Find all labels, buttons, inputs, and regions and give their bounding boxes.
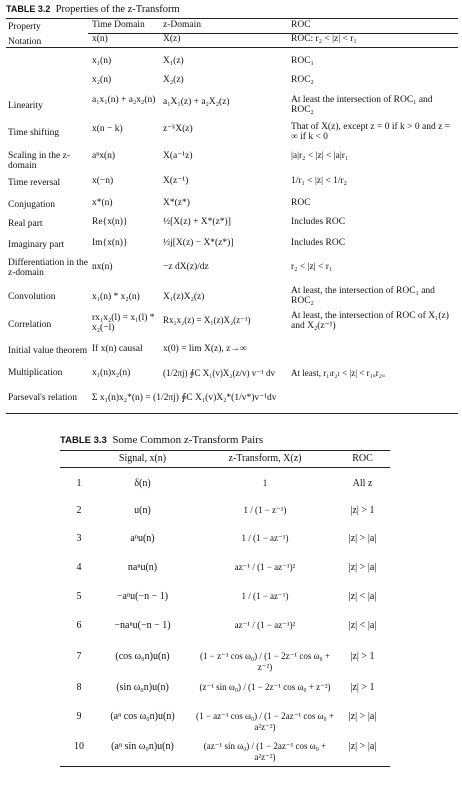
table-row	[60, 676, 390, 700]
time-conjugation: x*(n)	[92, 198, 113, 208]
z-transform-cell: (1 − z⁻¹ cos ω₀) / (1 − 2z⁻¹ cos ω₀ + z⁻²)	[200, 651, 330, 672]
prop-convolution: Convolution	[8, 292, 56, 302]
time-scaling: aⁿx(n)	[92, 151, 116, 161]
signal-cell: δ(n)	[134, 478, 151, 489]
row-number: 2	[76, 505, 82, 516]
signal-cell: (aⁿ sin ω₀n)u(n)	[111, 741, 174, 752]
roc-imaginary-part: Includes ROC	[291, 238, 346, 248]
z-transform-cell: az⁻¹ / (1 − az⁻¹)²	[234, 620, 296, 630]
table-row	[60, 585, 390, 609]
table-3-2-caption	[6, 4, 180, 15]
z-initial-value: x(0) = lim X(z), z→∞	[163, 344, 247, 354]
time-linearity: a₁x₁(n) + a₂x₂(n)	[92, 95, 156, 105]
row-number: 7	[76, 651, 82, 662]
roc-linearity: At least the intersection of ROC₁ and ROC₂	[291, 95, 433, 115]
header-sub-rule	[88, 33, 458, 34]
signal-cell: (aⁿ cos ω₀n)u(n)	[110, 711, 175, 722]
signal-cell: −aⁿu(−n − 1)	[116, 591, 169, 602]
signal-cell: u(n)	[134, 505, 151, 516]
z-multiplication: (1/2πj) ∮C X₁(v)X₂(z/v) v⁻¹ dv	[163, 368, 275, 378]
time-initial-value: If x(n) causal	[92, 344, 143, 354]
roc-time-shifting: That of X(z), except z = 0 if k > 0 and z = ∞ if k < 0	[291, 122, 451, 142]
table-row	[60, 499, 390, 523]
table-label: TABLE 3.2	[6, 4, 51, 14]
prop-scaling: Scaling in the z-domain	[8, 151, 70, 171]
roc-cell: |z| > |a|	[348, 711, 377, 722]
roc-cell: |z| > 1	[350, 651, 375, 662]
table-row	[60, 556, 390, 580]
row-number: 6	[76, 620, 82, 631]
z-x1: X₁(z)	[163, 56, 184, 66]
z-transform-cell: (1 − az⁻¹ cos ω₀) / (1 − 2az⁻¹ cos ω₀ + a²z⁻²)	[196, 711, 334, 732]
time-correlation: rx₁x₂(l) = x₁(l) * x₂(−l)	[92, 313, 155, 333]
prop-conjugation: Conjugation	[8, 200, 55, 210]
row-number: 8	[76, 682, 82, 693]
time-convolution: x₁(n) * x₂(n)	[92, 292, 140, 302]
header-roc: ROC	[291, 20, 311, 30]
z-transform-cell: (az⁻¹ sin ω₀) / (1 − 2az⁻¹ cos ω₀ + a²z⁻²)	[203, 741, 327, 762]
time-x1: x₁(n)	[92, 56, 112, 66]
rule	[6, 47, 458, 48]
z-transform-cell: 1	[262, 478, 268, 488]
roc-1: ROC₁	[291, 56, 314, 66]
roc-differentiation: r₂ < |z| < r₁	[291, 262, 333, 272]
top-rule	[6, 18, 458, 19]
header-z-domain: z-Domain	[163, 20, 201, 30]
signal-cell: (sin ω₀n)u(n)	[116, 682, 169, 693]
header-time-domain: Time Domain	[92, 20, 145, 30]
roc-cell: |z| > |a|	[348, 533, 377, 544]
z-imaginary-part: ½j[X(z) − X*(z*)]	[163, 238, 234, 248]
z-transform-cell: 1 / (1 − az⁻¹)	[241, 591, 289, 601]
row-number: 5	[76, 591, 82, 602]
roc-scaling: |a|r₂ < |z| < |a|r₁	[291, 151, 349, 161]
prop-parseval: Parseval's relation	[8, 393, 77, 403]
table-title: Properties of the z-Transform	[55, 4, 180, 15]
roc-notation: ROC: r₂ < |z| < r₁	[291, 34, 357, 44]
time-notation: x(n)	[92, 34, 108, 44]
z-time-reversal: X(z⁻¹)	[163, 176, 189, 186]
prop-time-reversal: Time reversal	[8, 178, 61, 188]
table-3-3	[60, 432, 390, 772]
prop-imaginary-part: Imaginary part	[8, 240, 65, 250]
table-row	[60, 472, 390, 496]
roc-time-reversal: 1/r₁ < |z| < 1/r₂	[291, 176, 347, 186]
z-transform-cell: (z⁻¹ sin ω₀) / (1 − 2z⁻¹ cos ω₀ + z⁻²)	[199, 682, 331, 692]
signal-cell: (cos ω₀n)u(n)	[115, 651, 170, 662]
table-row	[60, 527, 390, 551]
z-transform-cell: 1 / (1 − az⁻¹)	[241, 533, 289, 543]
z-x2: X₂(z)	[163, 75, 184, 85]
roc-cell: |z| > 1	[350, 505, 375, 516]
z-notation: X(z)	[163, 34, 181, 44]
z-transform-cell: az⁻¹ / (1 − az⁻¹)²	[234, 562, 296, 572]
z-linearity: a₁X₁(z) + a₂X₂(z)	[163, 97, 230, 107]
roc-cell: All z	[352, 478, 373, 489]
time-time-reversal: x(−n)	[92, 176, 114, 186]
bottom-rule	[60, 766, 390, 767]
time-parseval: Σ x₁(n)x₂*(n) = (1/2πj) ∮C X₁(v)X₂*(1/v*)v⁻¹dv	[92, 393, 277, 403]
header-roc: ROC	[352, 453, 373, 464]
prop-multiplication: Multiplication	[8, 368, 63, 378]
table-title: Some Common z-Transform Pairs	[112, 434, 264, 446]
prop-linearity: Linearity	[8, 101, 43, 111]
table-row	[60, 705, 390, 732]
z-scaling: X(a⁻¹z)	[163, 151, 193, 161]
roc-multiplication: At least, r₁ₗr₂ₗ < |z| < r₁ᵤr₂ᵤ	[291, 368, 385, 378]
table-row	[60, 645, 390, 672]
header-z-transform: z-Transform, X(z)	[228, 453, 302, 464]
time-time-shifting: x(n − k)	[92, 124, 123, 134]
signal-cell: naⁿu(n)	[127, 562, 158, 573]
z-real-part: ½[X(z) + X*(z*)]	[163, 217, 231, 227]
time-differentiation: nx(n)	[92, 262, 113, 272]
prop-initial-value: Initial value theorem	[8, 346, 88, 356]
prop-real-part: Real part	[8, 219, 43, 229]
header-rule	[60, 467, 390, 468]
time-x2: x₂(n)	[92, 75, 112, 85]
roc-conjugation: ROC	[291, 198, 311, 208]
header-signal: Signal, x(n)	[118, 453, 167, 464]
prop-correlation: Correlation	[8, 320, 52, 330]
row-number: 4	[76, 562, 82, 573]
bottom-rule	[6, 413, 458, 414]
roc-cell: |z| > |a|	[348, 741, 377, 752]
roc-cell: |z| > 1	[350, 682, 375, 693]
roc-cell: |z| > |a|	[348, 562, 377, 573]
row-number: 1	[76, 478, 82, 489]
time-imaginary-part: Im{x(n)}	[92, 238, 128, 248]
table-row	[60, 735, 390, 762]
prop-differentiation: Differentiation in the z-domain	[8, 258, 89, 278]
row-number: 10	[74, 741, 84, 752]
row-number: 3	[76, 533, 82, 544]
top-rule	[60, 450, 390, 451]
z-differentiation: −z dX(z)/dz	[163, 262, 209, 272]
z-conjugation: X*(z*)	[163, 198, 190, 208]
row-number: 9	[76, 711, 82, 722]
table-3-3-caption	[60, 434, 263, 446]
z-time-shifting: z⁻ᵏX(z)	[163, 124, 193, 134]
table-row	[60, 614, 390, 638]
roc-cell: |z| < |a|	[348, 620, 377, 631]
time-multiplication: x₁(n)x₂(n)	[92, 368, 131, 378]
roc-cell: |z| < |a|	[348, 591, 377, 602]
prop-notation: Notation	[8, 37, 42, 47]
z-convolution: X₁(z)X₂(z)	[163, 292, 205, 302]
table-label: TABLE 3.3	[60, 435, 107, 446]
z-correlation: Rx₁x₂(z) = X₁(z)X₂(z⁻¹)	[163, 315, 251, 325]
roc-real-part: Includes ROC	[291, 217, 346, 227]
roc-2: ROC₂	[291, 75, 314, 85]
roc-correlation: At least, the intersection of ROC of X₁(z) and X₂(z⁻¹)	[291, 311, 449, 331]
signal-cell: aⁿu(n)	[130, 533, 155, 544]
time-real-part: Re{x(n)}	[92, 217, 128, 227]
z-transform-cell: 1 / (1 − z⁻¹)	[243, 505, 287, 515]
header-property: Property	[8, 22, 41, 32]
signal-cell: −naⁿu(−n − 1)	[114, 620, 171, 631]
prop-time-shifting: Time shifting	[8, 128, 60, 138]
roc-convolution: At least, the intersection of ROC₁ and ROC₂	[291, 286, 435, 306]
